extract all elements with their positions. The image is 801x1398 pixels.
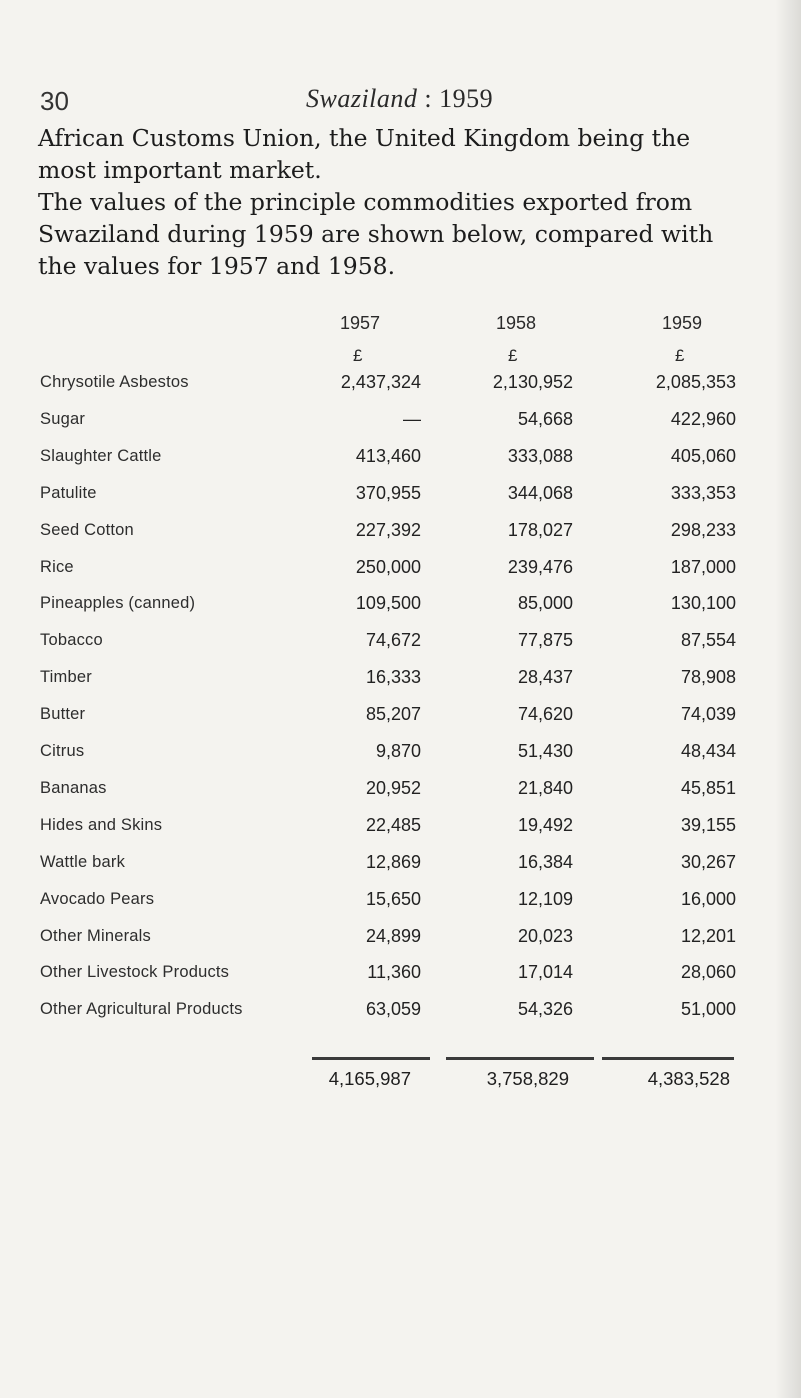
value-1959: 30,267 — [680, 852, 736, 872]
commodity-label: Wattle bark — [40, 853, 126, 871]
intro-line: The values of the principle commodities exported from — [38, 188, 693, 216]
value-1958: 28,437 — [517, 667, 573, 687]
value-1957: 12,869 — [365, 852, 421, 872]
commodity-label: Slaughter Cattle — [40, 447, 162, 465]
value-1958: 77,875 — [517, 630, 573, 650]
value-1957: 22,485 — [365, 815, 421, 835]
currency-unit-1958: £ — [508, 346, 518, 365]
column-header-1958: 1958 — [496, 313, 537, 333]
currency-unit-1957: £ — [353, 346, 363, 365]
value-1958: 20,023 — [517, 926, 573, 946]
commodity-label: Tobacco — [40, 631, 103, 649]
currency-unit-1959: £ — [675, 346, 685, 365]
value-1959: 78,908 — [680, 667, 736, 687]
value-1959: 422,960 — [670, 409, 736, 429]
value-1958: 19,492 — [517, 815, 573, 835]
value-1957: 20,952 — [365, 778, 421, 798]
total-1957: 4,165,987 — [328, 1068, 411, 1089]
commodity-label: Hides and Skins — [40, 816, 163, 834]
total-rule-1957 — [312, 1057, 430, 1060]
value-1957: 63,059 — [365, 999, 421, 1019]
value-1959: 12,201 — [680, 926, 736, 946]
value-1957: 9,870 — [375, 741, 421, 761]
total-rule-1958 — [446, 1057, 594, 1060]
intro-line: most important market. — [38, 156, 322, 184]
value-1957: 413,460 — [355, 446, 421, 466]
value-1958: 333,088 — [507, 446, 573, 466]
value-1957: 109,500 — [355, 593, 421, 613]
commodity-label: Other Livestock Products — [40, 963, 230, 981]
commodity-label: Other Agricultural Products — [40, 1000, 243, 1018]
column-header-1957: 1957 — [340, 313, 381, 333]
commodity-label: Citrus — [40, 742, 85, 760]
value-1957: 16,333 — [365, 667, 421, 687]
value-1958: 85,000 — [517, 593, 573, 613]
commodity-label: Other Minerals — [40, 927, 152, 945]
page-number: 30 — [40, 86, 69, 116]
value-1957: 74,672 — [365, 630, 421, 650]
value-1959: 298,233 — [670, 520, 736, 540]
value-1957: 2,437,324 — [340, 372, 421, 392]
value-1958: 178,027 — [507, 520, 573, 540]
commodity-label: Timber — [40, 668, 92, 686]
value-1959: 130,100 — [670, 593, 736, 613]
value-1958: 239,476 — [507, 557, 573, 577]
value-1959: 39,155 — [680, 815, 736, 835]
value-1957: 370,955 — [355, 483, 421, 503]
value-1959: 2,085,353 — [655, 372, 736, 392]
value-1959: 187,000 — [670, 557, 736, 577]
commodity-label: Patulite — [40, 484, 97, 502]
value-1958: 74,620 — [517, 704, 573, 724]
commodity-label: Chrysotile Asbestos — [40, 373, 189, 391]
commodity-label: Pineapples (canned) — [40, 594, 196, 612]
value-1957: 24,899 — [365, 926, 421, 946]
value-1959: 74,039 — [680, 704, 736, 724]
page-edge-shadow — [775, 0, 801, 1398]
value-1959: 45,851 — [680, 778, 736, 798]
value-1959: 87,554 — [680, 630, 736, 650]
value-1957: 227,392 — [355, 520, 421, 540]
value-1958: 16,384 — [517, 852, 573, 872]
intro-line: Swaziland during 1959 are shown below, compared with — [38, 220, 714, 248]
value-1958: 21,840 — [517, 778, 573, 798]
commodity-label: Rice — [40, 558, 74, 576]
value-1959: 16,000 — [680, 889, 736, 909]
value-1957: 15,650 — [365, 889, 421, 909]
value-1957: — — [403, 409, 421, 429]
total-1958: 3,758,829 — [486, 1068, 569, 1089]
value-1959: 333,353 — [670, 483, 736, 503]
commodity-label: Bananas — [40, 779, 107, 797]
commodity-label: Avocado Pears — [40, 890, 155, 908]
running-head-separator: : — [424, 84, 433, 113]
total-rule-1959 — [602, 1057, 734, 1060]
value-1959: 51,000 — [680, 999, 736, 1019]
value-1957: 85,207 — [365, 704, 421, 724]
value-1959: 28,060 — [680, 962, 736, 982]
intro-line: African Customs Union, the United Kingdom being the — [38, 124, 691, 152]
value-1957: 11,360 — [367, 962, 421, 982]
running-head-country: Swaziland — [306, 84, 418, 113]
commodity-label: Butter — [40, 705, 86, 723]
value-1958: 12,109 — [517, 889, 573, 909]
value-1959: 405,060 — [670, 446, 736, 466]
running-head-year: 1959 — [439, 84, 494, 113]
intro-line: the values for 1957 and 1958. — [38, 252, 396, 280]
column-header-1959: 1959 — [662, 313, 703, 333]
value-1958: 17,014 — [517, 962, 573, 982]
total-1959: 4,383,528 — [647, 1068, 730, 1089]
value-1957: 250,000 — [355, 557, 421, 577]
value-1958: 51,430 — [517, 741, 573, 761]
commodity-label: Sugar — [40, 410, 86, 428]
commodity-label: Seed Cotton — [40, 521, 134, 539]
value-1958: 344,068 — [507, 483, 573, 503]
value-1958: 54,326 — [517, 999, 573, 1019]
value-1959: 48,434 — [680, 741, 736, 761]
value-1958: 2,130,952 — [492, 372, 573, 392]
value-1958: 54,668 — [517, 409, 573, 429]
